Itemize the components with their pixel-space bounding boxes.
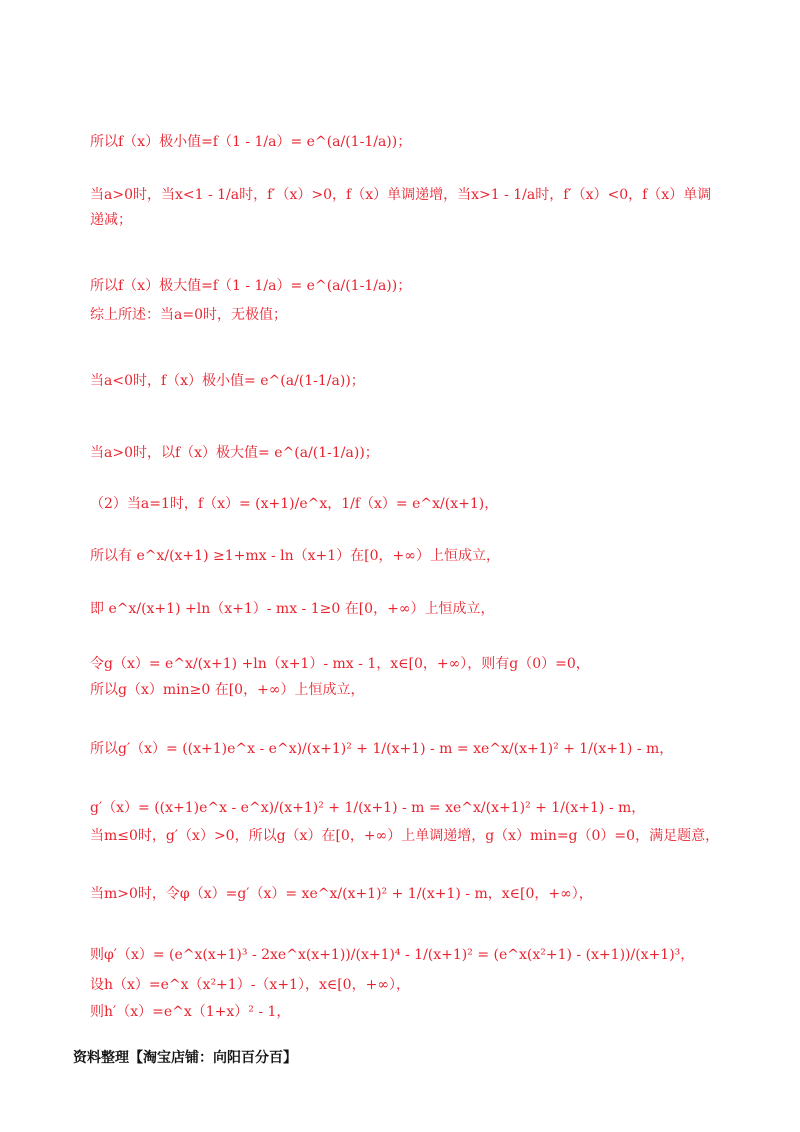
text-line-10: 即 e^x/(x+1) +ln（x+1）- mx - 1≥0 在[0，+∞）上恒成立， [90, 601, 495, 617]
text-line-17: 则φ′（x）= (e^x(x+1)³ - 2xe^x(x+1))/(x+1)⁴ - 1/(x+1)² = (e^x(x²+1) - (x+1))/(x+1)³， [90, 947, 695, 963]
text-line-11: 令g（x）= e^x/(x+1) +ln（x+1）- mx - 1，x∈[0，+∞），则有g（0）=0， [90, 656, 590, 672]
text-line-4: 所以f（x）极大值=f（1 - 1/a）= e^(a/(1-1/a))； [90, 278, 412, 294]
text-line-18: 设h（x）=e^x（x²+1）-（x+1），x∈[0，+∞）， [90, 977, 410, 993]
text-line-16: 当m>0时，令φ（x）=g′（x）= xe^x/(x+1)² + 1/(x+1) - m，x∈[0，+∞）， [90, 886, 593, 902]
text-line-2: 当a>0时，当x<1 - 1/a时，f′（x）>0，f（x）单调递增，当x>1 - 1/a时，f′（x）<0，f（x）单调 [90, 187, 712, 203]
text-line-9: 所以有 e^x/(x+1) ≥1+mx - ln（x+1）在[0，+∞）上恒成立， [90, 548, 500, 564]
text-line-3: 递减； [90, 212, 132, 228]
text-line-12: 所以g（x）min≥0 在[0，+∞）上恒成立， [90, 682, 365, 698]
text-line-7: 当a>0时，以f（x）极大值= e^(a/(1-1/a))； [90, 445, 379, 461]
text-line-13: 所以g′（x）= ((x+1)e^x - e^x)/(x+1)² + 1/(x+1) - m = xe^x/(x+1)² + 1/(x+1) - m， [90, 741, 674, 757]
text-line-1: 所以f（x）极小值=f（1 - 1/a）= e^(a/(1-1/a))； [90, 134, 412, 150]
text-line-8: （2）当a=1时，f（x）= (x+1)/e^x，1/f（x）= e^x/(x+1)， [90, 496, 499, 512]
text-line-19: 则h′（x）=e^x（1+x）² - 1， [90, 1004, 291, 1020]
text-line-5: 综上所述：当a=0时，无极值； [90, 307, 287, 323]
text-line-6: 当a<0时，f（x）极小值= e^(a/(1-1/a))； [90, 373, 365, 389]
text-line-15: 当m≤0时，g′（x）>0，所以g（x）在[0，+∞）上单调递增，g（x）min=g（0）=0，满足题意， [90, 828, 720, 844]
footer-note: 资料整理【淘宝店铺：向阳百分百】 [73, 1050, 297, 1066]
text-line-14: g′（x）= ((x+1)e^x - e^x)/(x+1)² + 1/(x+1) - m = xe^x/(x+1)² + 1/(x+1) - m， [90, 800, 646, 816]
